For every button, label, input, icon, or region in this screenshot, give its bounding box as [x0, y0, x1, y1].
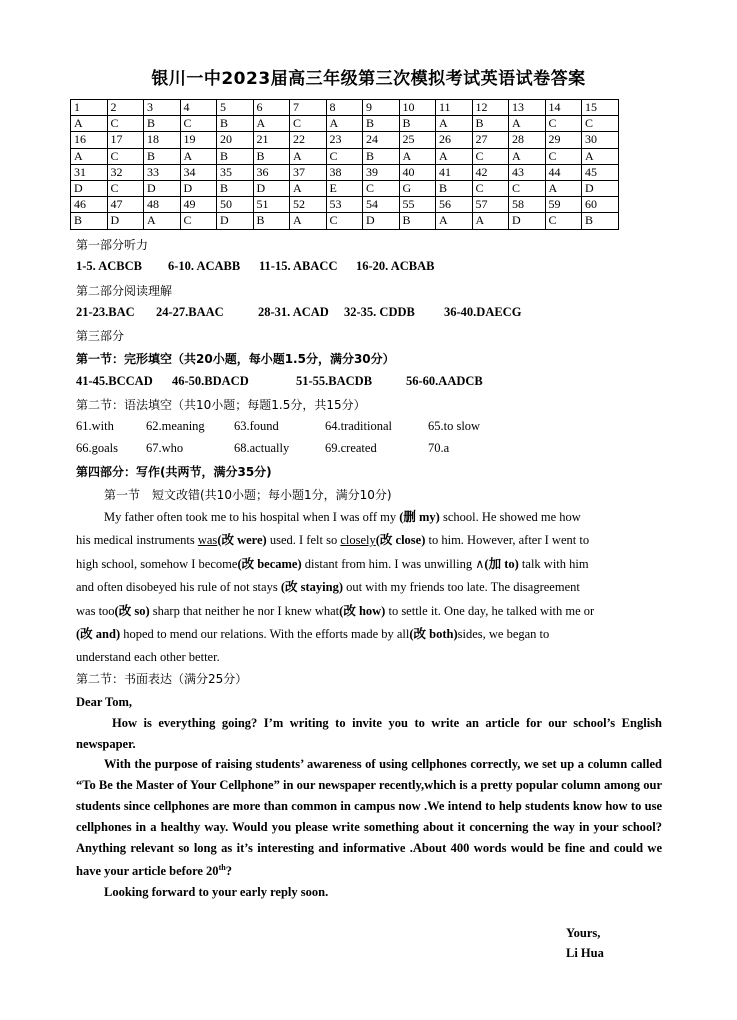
question-number-cell: 54	[363, 197, 400, 213]
question-number-cell: 9	[363, 100, 400, 116]
answer-cell: C	[545, 148, 582, 164]
passage-line: understand each other better.	[76, 650, 220, 665]
answer-cell: A	[144, 213, 181, 229]
answer-cell: A	[509, 148, 546, 164]
answer-group: 32-35. CDDB	[344, 305, 415, 319]
question-number-cell: 57	[472, 197, 509, 213]
answer-cell: D	[217, 213, 254, 229]
answer-cell: C	[326, 148, 363, 164]
answer-group: 16-20. ACBAB	[356, 259, 435, 273]
question-number-cell: 40	[399, 164, 436, 180]
answer-group: 41-45.BCCAD	[76, 374, 153, 388]
answer-table	[70, 99, 619, 230]
answer-cell: C	[290, 116, 327, 132]
answer-group: 56-60.AADCB	[406, 374, 483, 388]
part1-heading: 第一部分听力	[76, 238, 149, 252]
answer-cell: B	[217, 180, 254, 196]
answer-cell: D	[144, 180, 181, 196]
answer-cell: A	[71, 148, 108, 164]
answer-group: 28-31. ACAD	[258, 305, 329, 319]
question-number-cell: 11	[436, 100, 473, 116]
part3-heading: 第三部分	[76, 329, 125, 343]
question-number-cell: 26	[436, 132, 473, 148]
question-number-cell: 13	[509, 100, 546, 116]
answer-row	[71, 148, 619, 164]
answer-cell: B	[217, 148, 254, 164]
question-number-row	[71, 197, 619, 213]
passage-line: was too(改 so) sharp that neither he nor I knew what(改 how) to settle it. One day, he talked with me or	[76, 603, 595, 618]
answer-group: 46-50.BDACD	[172, 374, 249, 388]
question-number-cell: 28	[509, 132, 546, 148]
answer-cell: G	[399, 180, 436, 196]
part2-heading: 第二部分阅读理解	[76, 284, 173, 298]
question-number-cell: 41	[436, 164, 473, 180]
question-number-row	[71, 100, 619, 116]
question-number-cell: 50	[217, 197, 254, 213]
passage-line: his medical instruments was(改 were) used. I felt so closely(改 close) to him. However, after I went to	[76, 533, 590, 548]
answer-cell: A	[436, 213, 473, 229]
answer-cell: D	[71, 180, 108, 196]
grammar-answer: 65.to slow	[428, 419, 481, 433]
question-number-cell: 20	[217, 132, 254, 148]
letter-paragraph: With the purpose of raising students’ awareness of using cellphones correctly, we set up a column called “To Be the Master of Your Cellphone” in our newspaper recently,which is a pretty popular column among our students since cellphones are more than common in campus now .We intend to help students know how to use cellphones in a healthy way. Would you please write something about it concerning the way in your school? Anything relevant so long as it’s interesting and informative .About 400 words would be fine and could we have your article before 20th?	[76, 757, 662, 879]
question-number-cell: 35	[217, 164, 254, 180]
answer-cell: A	[290, 148, 327, 164]
answer-cell: B	[582, 213, 619, 229]
grammar-answer: 70.a	[428, 441, 450, 455]
grammar-answer: 69.created	[325, 441, 377, 455]
answer-cell: A	[253, 116, 290, 132]
question-number-cell: 19	[180, 132, 217, 148]
answer-cell: C	[180, 213, 217, 229]
answer-cell: B	[436, 180, 473, 196]
answer-cell: C	[326, 213, 363, 229]
answer-cell: C	[180, 116, 217, 132]
question-number-cell: 18	[144, 132, 181, 148]
answer-cell: A	[326, 116, 363, 132]
letter-paragraph: How is everything going? I’m writing to invite you to write an article for our school’s English newspaper.	[76, 715, 662, 751]
question-number-cell: 34	[180, 164, 217, 180]
answer-group: 6-10. ACABB	[168, 259, 241, 273]
question-number-cell: 31	[71, 164, 108, 180]
question-number-cell: 38	[326, 164, 363, 180]
question-number-cell: 23	[326, 132, 363, 148]
question-number-cell: 2	[107, 100, 144, 116]
question-number-row	[71, 132, 619, 148]
answer-cell: D	[253, 180, 290, 196]
question-number-cell: 60	[582, 197, 619, 213]
answer-cell: B	[144, 148, 181, 164]
answer-cell: D	[509, 213, 546, 229]
answer-row	[71, 213, 619, 229]
page-title: 银川一中2023届高三年级第三次模拟考试英语试卷答案	[151, 69, 586, 89]
answer-row	[71, 180, 619, 196]
answer-cell: A	[290, 213, 327, 229]
question-number-cell: 43	[509, 164, 546, 180]
question-number-cell: 5	[217, 100, 254, 116]
grammar-answer: 63.found	[234, 419, 279, 433]
question-number-cell: 6	[253, 100, 290, 116]
grammar-answer: 67.who	[146, 441, 184, 455]
question-number-cell: 1	[71, 100, 108, 116]
question-number-cell: 44	[545, 164, 582, 180]
question-number-cell: 32	[107, 164, 144, 180]
question-number-cell: 33	[144, 164, 181, 180]
question-number-cell: 46	[71, 197, 108, 213]
error-correction-passage	[76, 506, 662, 670]
question-number-cell: 14	[545, 100, 582, 116]
answer-cell: A	[472, 213, 509, 229]
letter-body	[76, 692, 662, 903]
question-number-cell: 58	[509, 197, 546, 213]
question-number-cell: 48	[144, 197, 181, 213]
question-number-cell: 59	[545, 197, 582, 213]
question-number-cell: 8	[326, 100, 363, 116]
answer-cell: B	[472, 116, 509, 132]
answer-cell: B	[71, 213, 108, 229]
grammar-answer: 68.actually	[234, 441, 290, 455]
part3-section2-heading: 第二节：语法填空（共10小题；每题1.5分，共15分）	[76, 398, 366, 412]
answer-cell: B	[363, 148, 400, 164]
answer-group: 51-55.BACDB	[296, 374, 373, 388]
answer-cell: C	[545, 116, 582, 132]
answer-cell: A	[290, 180, 327, 196]
question-number-cell: 4	[180, 100, 217, 116]
question-number-cell: 55	[399, 197, 436, 213]
answer-cell: D	[180, 180, 217, 196]
question-number-cell: 39	[363, 164, 400, 180]
grammar-answer: 62.meaning	[146, 419, 205, 433]
answer-cell: B	[363, 116, 400, 132]
answer-cell: C	[582, 116, 619, 132]
letter-signature: Li Hua	[566, 946, 604, 960]
answer-cell: B	[217, 116, 254, 132]
part3-section1-heading: 第一节：完形填空（共20小题，每小题1.5分，满分30分）	[76, 352, 395, 366]
answer-cell: C	[107, 148, 144, 164]
question-number-cell: 30	[582, 132, 619, 148]
answer-cell: A	[436, 116, 473, 132]
grammar-answer: 66.goals	[76, 441, 119, 455]
letter-greeting: Dear Tom,	[76, 695, 133, 709]
answer-cell: A	[436, 148, 473, 164]
answer-cell: D	[107, 213, 144, 229]
passage-line: high school, somehow I become(改 became) distant from him. I was unwilling ∧(加 to) talk with him	[76, 556, 589, 571]
answer-cell: A	[509, 116, 546, 132]
question-number-cell: 3	[144, 100, 181, 116]
answer-cell: C	[509, 180, 546, 196]
question-number-cell: 29	[545, 132, 582, 148]
answer-cell: A	[545, 180, 582, 196]
answer-cell: A	[399, 148, 436, 164]
question-number-cell: 16	[71, 132, 108, 148]
answer-row	[71, 116, 619, 132]
answer-group: 11-15. ABACC	[259, 259, 338, 273]
letter-closing: Yours,	[566, 926, 601, 940]
answer-group: 36-40.DAECG	[444, 305, 522, 319]
question-number-cell: 17	[107, 132, 144, 148]
answer-group: 21-23.BAC	[76, 305, 135, 319]
answer-group: 1-5. ACBCB	[76, 259, 142, 273]
answer-cell: B	[144, 116, 181, 132]
answer-cell: A	[180, 148, 217, 164]
question-number-cell: 47	[107, 197, 144, 213]
question-number-cell: 49	[180, 197, 217, 213]
answer-cell: D	[363, 213, 400, 229]
answer-cell: B	[399, 116, 436, 132]
part4-section1-heading: 第一节 短文改错(共10小题；每小题1分，满分10分)	[104, 488, 392, 502]
answer-cell: D	[582, 180, 619, 196]
answer-cell: B	[399, 213, 436, 229]
question-number-cell: 24	[363, 132, 400, 148]
passage-line: and often disobeyed his rule of not stays (改 staying) out with my friends too late. The disagreement	[76, 580, 580, 595]
question-number-cell: 27	[472, 132, 509, 148]
question-number-cell: 22	[290, 132, 327, 148]
answer-group: 24-27.BAAC	[156, 305, 224, 319]
answer-cell: B	[253, 148, 290, 164]
answer-cell: A	[71, 116, 108, 132]
passage-line: (改 and) hoped to mend our relations. With the efforts made by all(改 both)sides, we began to	[76, 627, 550, 642]
answer-cell: E	[326, 180, 363, 196]
answer-cell: C	[472, 180, 509, 196]
question-number-cell: 25	[399, 132, 436, 148]
grammar-answer: 64.traditional	[325, 419, 392, 433]
question-number-cell: 42	[472, 164, 509, 180]
question-number-cell: 12	[472, 100, 509, 116]
answer-cell: A	[582, 148, 619, 164]
grammar-answer: 61.with	[76, 419, 114, 433]
answer-cell: C	[107, 180, 144, 196]
answer-cell: C	[107, 116, 144, 132]
letter-paragraph: Looking forward to your early reply soon.	[104, 885, 329, 900]
answer-cell: C	[545, 213, 582, 229]
question-number-cell: 15	[582, 100, 619, 116]
answer-cell: C	[472, 148, 509, 164]
answer-cell: C	[363, 180, 400, 196]
question-number-cell: 52	[290, 197, 327, 213]
question-number-cell: 53	[326, 197, 363, 213]
question-number-cell: 37	[290, 164, 327, 180]
question-number-row	[71, 164, 619, 180]
question-number-cell: 56	[436, 197, 473, 213]
question-number-cell: 10	[399, 100, 436, 116]
part4-section2-heading: 第二节：书面表达（满分25分）	[76, 672, 248, 686]
part4-heading: 第四部分：写作(共两节，满分35分)	[76, 465, 272, 479]
question-number-cell: 51	[253, 197, 290, 213]
question-number-cell: 21	[253, 132, 290, 148]
passage-line: My father often took me to his hospital when I was off my (删 my) school. He showed me how	[104, 510, 581, 524]
question-number-cell: 36	[253, 164, 290, 180]
question-number-cell: 7	[290, 100, 327, 116]
question-number-cell: 45	[582, 164, 619, 180]
answer-cell: B	[253, 213, 290, 229]
